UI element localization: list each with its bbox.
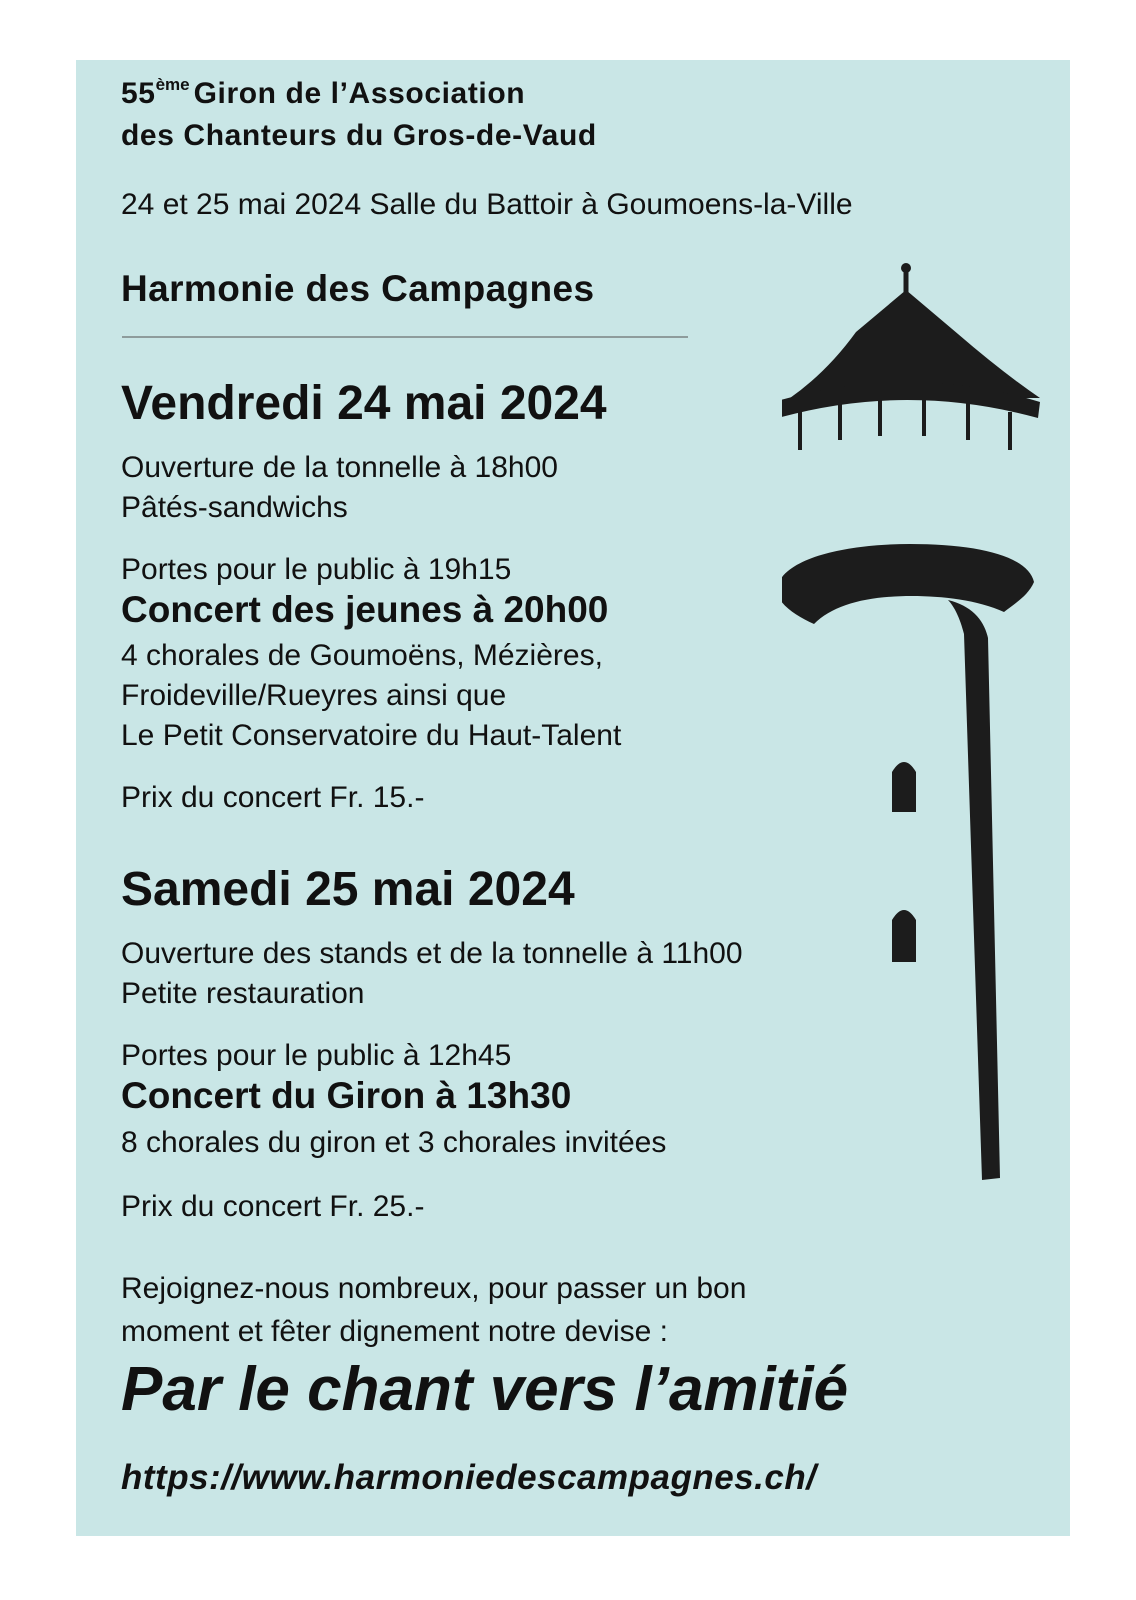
- tower-finial-ball: [901, 263, 911, 273]
- invitation-line: Rejoignez-nous nombreux, pour passer un bon: [121, 1272, 747, 1305]
- motto: Par le chant vers l’amitié: [121, 1355, 849, 1424]
- event-dates-venue: 24 et 25 mai 2024 Salle du Battoir à Goumoens-la-Ville: [121, 188, 853, 221]
- saturday-opening: Ouverture des stands et de la tonnelle à 11h00: [121, 937, 743, 970]
- tower-tank: [782, 544, 1034, 624]
- tower-window: [892, 910, 916, 962]
- edition-number: 55: [121, 77, 156, 110]
- poster-title-line2: des Chanteurs du Gros-de-Vaud: [121, 119, 597, 152]
- website-link[interactable]: https://www.harmoniedescampagnes.ch/: [121, 1458, 817, 1497]
- friday-heading: Vendredi 24 mai 2024: [121, 377, 607, 430]
- friday-price: Prix du concert Fr. 15.-: [121, 781, 425, 814]
- edition-suffix: ème: [155, 75, 190, 94]
- tower-shaft: [948, 600, 1000, 1180]
- saturday-price: Prix du concert Fr. 25.-: [121, 1190, 425, 1223]
- tower-roof: [790, 290, 1040, 398]
- tower-window: [892, 762, 916, 812]
- friday-opening: Ouverture de la tonnelle à 18h00: [121, 451, 558, 484]
- saturday-food: Petite restauration: [121, 977, 365, 1010]
- organizer-divider: [122, 336, 688, 338]
- friday-food: Pâtés-sandwichs: [121, 491, 348, 524]
- saturday-detail-line: 8 chorales du giron et 3 chorales invitées: [121, 1126, 667, 1159]
- friday-detail-line: Le Petit Conservatoire du Haut-Talent: [121, 719, 622, 752]
- friday-concert-title: Concert des jeunes à 20h00: [121, 589, 609, 630]
- saturday-heading: Samedi 25 mai 2024: [121, 863, 575, 916]
- friday-doors: Portes pour le public à 19h15: [121, 553, 512, 586]
- title-line1-text: Giron de l’Association: [193, 77, 526, 110]
- saturday-concert-title: Concert du Giron à 13h30: [121, 1075, 572, 1116]
- friday-detail-line: Froideville/Rueyres ainsi que: [121, 679, 507, 712]
- organizer-name: Harmonie des Campagnes: [121, 268, 595, 309]
- water-tower-icon: [782, 260, 1062, 1200]
- invitation-line: moment et fêter dignement notre devise :: [121, 1315, 668, 1348]
- poster-title-line1: [121, 75, 525, 111]
- friday-detail-line: 4 chorales de Goumoëns, Mézières,: [121, 639, 603, 672]
- saturday-doors: Portes pour le public à 12h45: [121, 1039, 512, 1072]
